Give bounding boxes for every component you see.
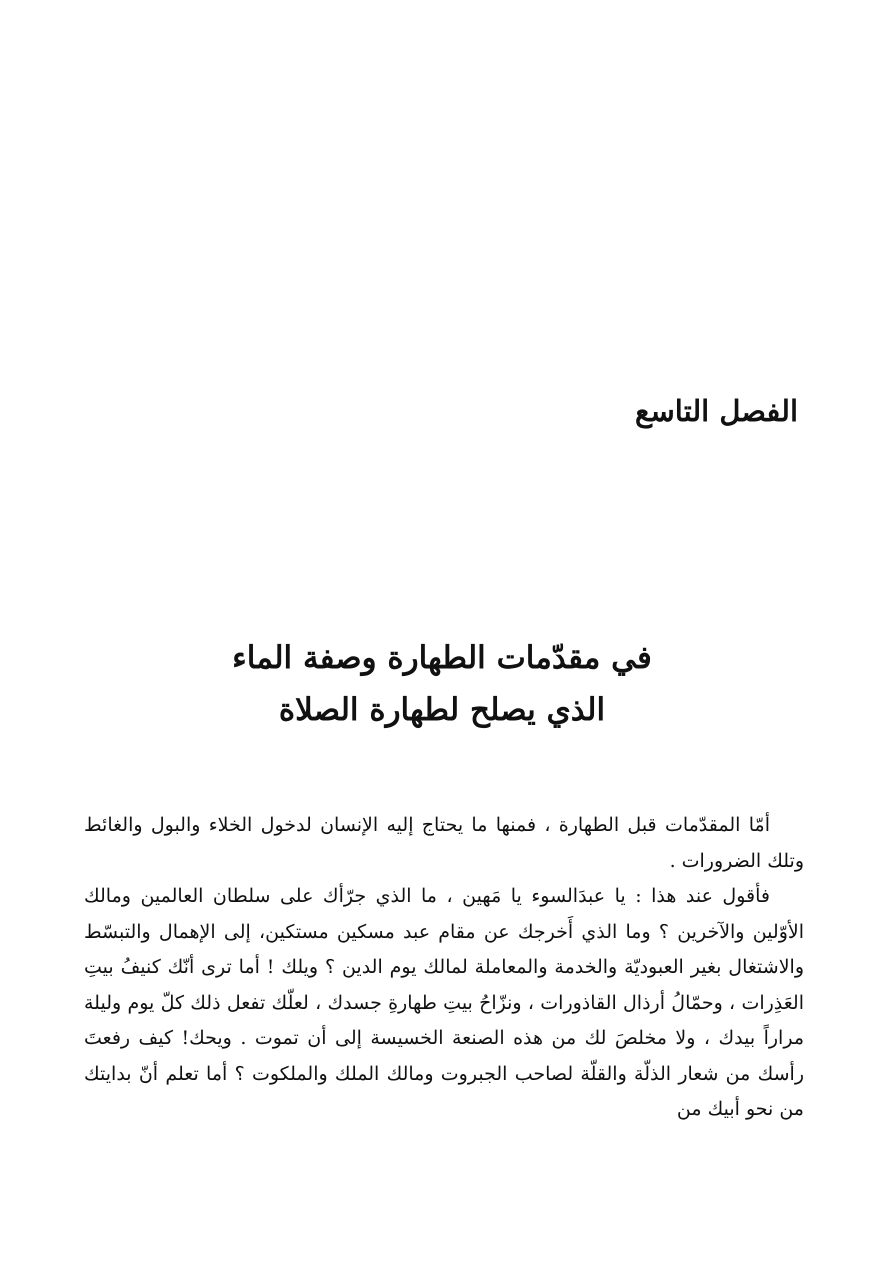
paragraph-1: أمّا المقدّمات قبل الطهارة ، فمنها ما يحتاج إليه الإنسان لدخول الخلاء والبول والغائط وتلك الضرورات . <box>84 814 804 872</box>
section-title <box>80 632 804 736</box>
section-title-line-2: الذي يصلح لطهارة الصلاة <box>278 692 606 728</box>
body-text <box>84 808 804 1128</box>
chapter-heading: الفصل التاسع <box>635 394 798 428</box>
paragraph-2: فأقول عند هذا : يا عبدَالسوء يا مَهين ، ما الذي جرّأك على سلطان العالمين ومالك الأوّلين والآخرين ؟ وما الذي أَخرجك عن مقام عبد مسكين مستكين، إلى الإهمال والتبسّط والاشتغال بغير العبوديّة والخدمة والمعاملة لمالك يوم الدين ؟ ويلك ! أما ترى أنّك كنيفُ بيتِ العَذِرات ، وحمّالُ أرذال القاذورات ، ونزّاحُ بيتِ طهارةِ جسدك ، لعلّك تفعل ذلك كلّ يوم وليلة مراراً بيدك ، ولا مخلصَ لك من هذه الصنعة الخسيسة إلى أن تموت . ويحك! كيف رفعتَ رأسك من شعار الذلّة والقلّة لصاحب الجبروت ومالك الملك والملكوت ؟ أما تعلم أنّ بدايتك من نحو أبيك من <box>84 885 804 1120</box>
section-title-line-1: في مقدّمات الطهارة وصفة الماء <box>232 640 652 676</box>
